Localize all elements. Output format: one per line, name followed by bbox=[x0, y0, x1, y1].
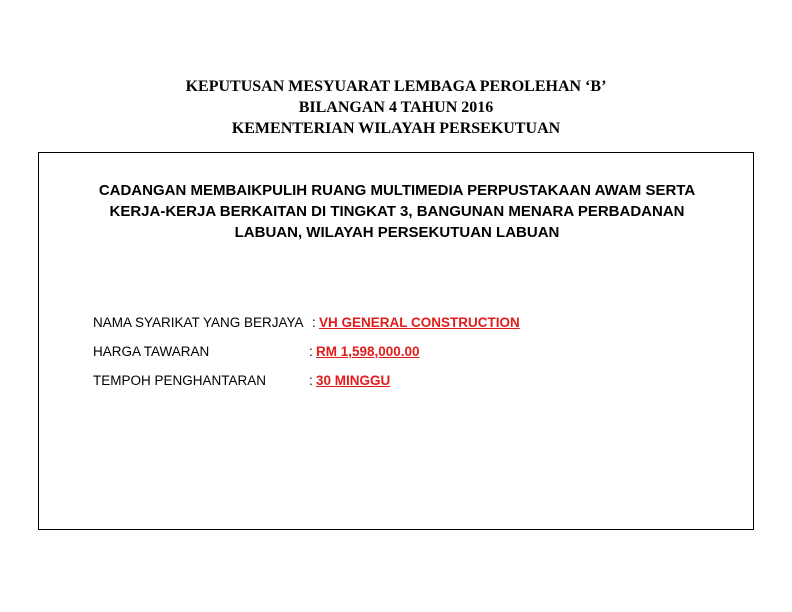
company-label: NAMA SYARIKAT YANG BERJAYA bbox=[93, 315, 304, 330]
price-label: HARGA TAWARAN bbox=[93, 344, 210, 359]
project-title-line: LABUAN, WILAYAH PERSEKUTUAN LABUAN bbox=[234, 224, 560, 241]
company-separator: : bbox=[312, 315, 316, 330]
document-header bbox=[0, 76, 792, 139]
duration-separator: : bbox=[309, 373, 313, 388]
decision-box bbox=[38, 152, 754, 530]
duration-label: TEMPOH PENGHANTARAN bbox=[93, 373, 267, 388]
price-separator: : bbox=[309, 344, 313, 359]
project-title-line: KERJA-KERJA BERKAITAN DI TINGKAT 3, BANGUNAN MENARA PERBADANAN bbox=[109, 203, 685, 220]
project-title bbox=[39, 180, 755, 243]
price-value: RM 1,598,000.00 bbox=[316, 344, 420, 359]
duration-value: 30 MINGGU bbox=[316, 373, 391, 388]
header-line-meeting: KEPUTUSAN MESYUARAT LEMBAGA PEROLEHAN ‘B’ bbox=[185, 78, 607, 95]
project-title-line: CADANGAN MEMBAIKPULIH RUANG MULTIMEDIA PERPUSTAKAAN AWAM SERTA bbox=[98, 182, 696, 199]
company-value: VH GENERAL CONSTRUCTION bbox=[319, 315, 520, 330]
header-line-ministry: KEMENTERIAN WILAYAH PERSEKUTUAN bbox=[231, 120, 561, 137]
header-line-number: BILANGAN 4 TAHUN 2016 bbox=[298, 99, 494, 116]
